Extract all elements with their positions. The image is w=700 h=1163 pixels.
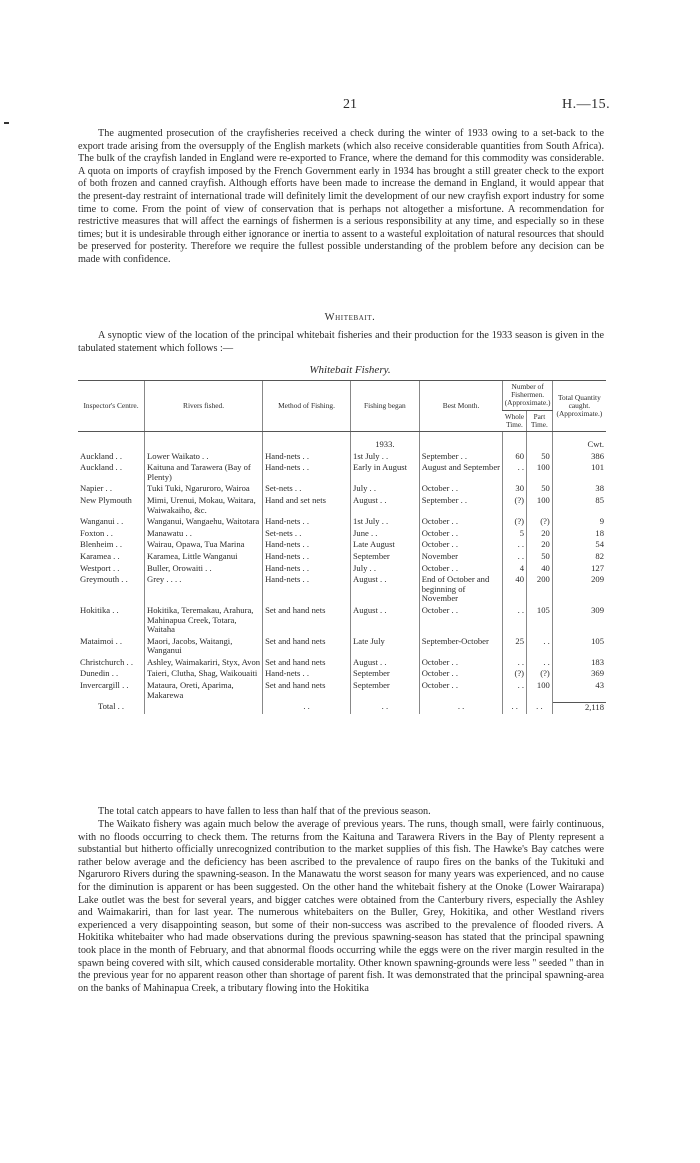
cell-part: (?) (527, 669, 553, 681)
cell-centre: Wanganui . . (80, 516, 124, 527)
cell-rivers: Wairau, Opawa, Tua Marina (145, 540, 263, 552)
cell-began: August . . (351, 606, 420, 637)
whitebait-table (78, 380, 606, 714)
cell-rivers: Karamea, Little Wanganui (145, 552, 263, 564)
cell-best: End of October and beginning of November (419, 575, 503, 606)
cell-best: October . . (419, 658, 503, 670)
year-label: 1933. (351, 440, 420, 452)
table-row (78, 552, 606, 564)
cell-qty: 127 (552, 564, 606, 576)
cell-best: August and September (419, 463, 503, 484)
cell-qty: 209 (552, 575, 606, 606)
cell-whole: . . (503, 540, 527, 552)
cell-centre: Greymouth . . (80, 574, 128, 585)
cell-centre: Mataimoi . . (80, 635, 123, 646)
cell-began: September (351, 552, 420, 564)
section-heading: Whitebait. (324, 312, 376, 323)
cell-part: 100 (527, 463, 553, 484)
cell-centre: Invercargill . . (80, 680, 129, 691)
cell-method: Hand-nets . . (263, 517, 351, 529)
cell-whole: 5 (503, 529, 527, 541)
page-number: 21 (343, 97, 357, 112)
unit-label: Cwt. (552, 440, 606, 452)
table-row (78, 575, 606, 606)
cell-method: Hand-nets . . (263, 669, 351, 681)
cell-method: Hand-nets . . (263, 552, 351, 564)
cell-qty: 82 (552, 552, 606, 564)
cell-rivers: Maori, Jacobs, Waitangi, Wanganui (145, 637, 263, 658)
cell-whole: (?) (503, 517, 527, 529)
cell-whole: 25 (503, 637, 527, 658)
total-empty-cell (145, 702, 263, 714)
cell-part: 50 (527, 552, 553, 564)
cell-rivers: Buller, Orowaiti . . (145, 564, 263, 576)
total-label: Total . . (97, 701, 125, 712)
cell-qty: 309 (552, 606, 606, 637)
cell-best: October . . (419, 564, 503, 576)
cell-part: 50 (527, 452, 553, 464)
cell-began: September (351, 669, 420, 681)
cell-whole: . . (503, 658, 527, 670)
cell-whole: 4 (503, 564, 527, 576)
table-row (78, 606, 606, 637)
cell-best: November (419, 552, 503, 564)
cell-rivers: Tuki Tuki, Ngaruroro, Wairoa (145, 484, 263, 496)
cell-method: Set and hand nets (263, 637, 351, 658)
cell-whole: . . (503, 463, 527, 484)
total-dots-best: . . (419, 702, 503, 714)
document-reference: H.—15. (562, 97, 611, 112)
cell-best: October . . (419, 681, 503, 702)
cell-centre: Auckland . . (80, 450, 123, 461)
cell-rivers: Hokitika, Teremakau, Arahura, Mahinapua Creek, Totara, Waitaha (145, 606, 263, 637)
cell-rivers: Manawatu . . (145, 529, 263, 541)
cell-began: June . . (351, 529, 420, 541)
table-row (78, 637, 606, 658)
cell-centre: Christchurch . . (80, 656, 133, 667)
cell-began: September (351, 681, 420, 702)
header-rivers: Rivers fished. (145, 381, 263, 432)
header-began: Fishing began (351, 381, 420, 432)
cell-whole: . . (503, 552, 527, 564)
cell-rivers: Taieri, Clutha, Shag, Waikouaiti (145, 669, 263, 681)
cell-best: September-October (419, 637, 503, 658)
cell-part: 40 (527, 564, 553, 576)
table-row (78, 463, 606, 484)
cell-qty: 9 (552, 517, 606, 529)
total-dots-began: . . (351, 702, 420, 714)
cell-began: August . . (351, 496, 420, 517)
cell-part: . . (527, 637, 553, 658)
cell-qty: 105 (552, 637, 606, 658)
cell-centre: New Plymouth (80, 494, 132, 505)
header-whole: Whole Time. (503, 410, 527, 431)
cell-centre: Blenheim . . (80, 539, 123, 550)
intro-paragraph: The augmented prosecution of the crayfisheries received a check during the winter of 1933 owing to a set-back to the export trade arising from the oversupply of the English markets (which also receive considerable quantities from South Africa). The bulk of the crayfish landed in England were re-exported to France, where the demand for this commodity was considerable. A quota on imports of crayfish imposed by the French Government early in 1934 has brought a still greater check to the export of both frozen and canned crayfish. Although efforts have been made to increase the demand in England, it would appear that the present-day restraint of international trade will definitely limit the development of our new crayfish export industry for some time to come. From the point of view of conservation that is perhaps not altogether a misfortune. A recommendation for restrictive measures that will affect the earnings of fishermen is a serious responsibility at any time, and especially so in these times; but it is undesirable through either ignorance or inertia to assent to a wasteful exploitation of natural resources that should be preserved for posterity. Therefore we require the fullest possible understanding of the problem before any decision can be made with confidence. (78, 128, 604, 265)
cell-qty: 386 (552, 452, 606, 464)
total-quantity: 2,118 (552, 702, 606, 714)
cell-began: Early in August (351, 463, 420, 484)
table-total-row (78, 702, 606, 714)
cell-best: October . . (419, 606, 503, 637)
cell-method: Hand-nets . . (263, 540, 351, 552)
header-centre: Inspector's Centre. (78, 381, 145, 432)
closing-paragraph-2: The Waikato fishery was again much below the average of previous years. The runs, though small, were fairly continuous, with no floods occurring to check them. The returns from the Kaituna and Tarawera Rivers in the Bay of Plenty represent a substantial but hitherto officially unrecognized contribution to the market supplies of this fish. The Hawke's Bay catches were rather below average and the deficiency has been ascribed to the prevalence of raupo fires on the banks of the Tukituki and Ngaruroro Rivers during the spawning-season. In the Manawatu the worst season for many years was experienced, and no cause for the diminution is apparent or has been suggested. On the other hand the whitebait fishery at the Onoke (Lower Wairarapa) Lake outlet was the best for several years, and bigger catches were obtained from the Canterbury rivers, especially the Ashley and Waimakariri, than for last year. The numerous whitebaiters on the Buller, Grey, Hokitika, and other Westland rivers experienced a very disappointing season, but some of their non-success was ascribed to the prevalence of flooded rivers. A Hokitika whitebaiter who had made observations during the previous spawning-season has stated that the principal spawning took place in the month of February, and that abnormal floods occurring while the eggs were on the river margin resulted in the spawn being covered with silt, which caused considerable mortality. Other known spawning-grounds were less " seeded " than in the previous year for no apparent reason other than shortage of parent fish. It was demonstrated that the principal spawning-area on the banks of Mahinapua Creek, a tributary flowing into the Hokitika (78, 819, 604, 994)
cell-rivers: Lower Waikato . . (145, 452, 263, 464)
section-intro: A synoptic view of the location of the principal whitebait fisheries and their production for the 1933 season is given in the tabulated statement which follows :— (78, 330, 604, 354)
cell-best: October . . (419, 669, 503, 681)
cell-method: Hand and set nets (263, 496, 351, 517)
cell-best: October . . (419, 517, 503, 529)
cell-method: Hand-nets . . (263, 564, 351, 576)
cell-centre: Dunedin . . (80, 668, 119, 679)
cell-began: 1st July . . (351, 452, 420, 464)
cell-centre: Hokitika . . (80, 604, 119, 615)
cell-qty: 85 (552, 496, 606, 517)
cell-rivers: Grey . . . . (145, 575, 263, 606)
cell-rivers: Ashley, Waimakariri, Styx, Avon (145, 658, 263, 670)
cell-whole: 60 (503, 452, 527, 464)
cell-best: October . . (419, 540, 503, 552)
cell-centre: Westport . . (80, 562, 120, 573)
table-units-row (78, 440, 606, 452)
table-body (78, 432, 606, 715)
cell-part: 200 (527, 575, 553, 606)
cell-began: Late July (351, 637, 420, 658)
cell-best: October . . (419, 484, 503, 496)
cell-method: Set and hand nets (263, 658, 351, 670)
total-dots-method: . . (263, 702, 351, 714)
cell-best: October . . (419, 529, 503, 541)
cell-centre: Napier . . (80, 483, 112, 494)
cell-part: 100 (527, 496, 553, 517)
header-quantity: Total Quantity caught. (Approximate.) (552, 381, 606, 432)
cell-part: 100 (527, 681, 553, 702)
cell-began: 1st July . . (351, 517, 420, 529)
cell-method: Set-nets . . (263, 529, 351, 541)
cell-began: July . . (351, 564, 420, 576)
cell-rivers: Kaituna and Tarawera (Bay of Plenty) (145, 463, 263, 484)
cell-rivers: Mataura, Oreti, Aparima, Makarewa (145, 681, 263, 702)
cell-whole: . . (503, 681, 527, 702)
cell-qty: 18 (552, 529, 606, 541)
cell-centre: Karamea . . (80, 550, 120, 561)
cell-qty: 183 (552, 658, 606, 670)
cell-whole: 40 (503, 575, 527, 606)
header-fishermen: Number of Fishermen. (Approximate.) (503, 381, 552, 411)
header-part: Part Time. (527, 410, 553, 431)
cell-part: . . (527, 658, 553, 670)
table-title: Whitebait Fishery. (309, 364, 391, 376)
total-dots-part: . . (527, 702, 553, 714)
cell-began: August . . (351, 575, 420, 606)
cell-method: Set-nets . . (263, 484, 351, 496)
table-row (78, 496, 606, 517)
margin-mark (4, 122, 9, 124)
cell-whole: (?) (503, 669, 527, 681)
table-row (78, 681, 606, 702)
cell-began: Late August (351, 540, 420, 552)
header-method: Method of Fishing. (263, 381, 351, 432)
cell-whole: . . (503, 606, 527, 637)
cell-best: September . . (419, 496, 503, 517)
cell-method: Set and hand nets (263, 606, 351, 637)
cell-qty: 43 (552, 681, 606, 702)
cell-whole: 30 (503, 484, 527, 496)
cell-part: 50 (527, 484, 553, 496)
cell-method: Hand-nets . . (263, 575, 351, 606)
cell-best: September . . (419, 452, 503, 464)
cell-part: 20 (527, 529, 553, 541)
cell-method: Hand-nets . . (263, 452, 351, 464)
cell-qty: 369 (552, 669, 606, 681)
closing-paragraph-1: The total catch appears to have fallen to less than half that of the previous season. (98, 806, 431, 817)
cell-qty: 38 (552, 484, 606, 496)
cell-qty: 54 (552, 540, 606, 552)
cell-part: 105 (527, 606, 553, 637)
cell-began: July . . (351, 484, 420, 496)
total-dots-whole: . . (503, 702, 527, 714)
header-best: Best Month. (419, 381, 503, 432)
cell-centre: Auckland . . (80, 462, 123, 473)
cell-part: (?) (527, 517, 553, 529)
cell-qty: 101 (552, 463, 606, 484)
cell-method: Set and hand nets (263, 681, 351, 702)
cell-part: 20 (527, 540, 553, 552)
cell-rivers: Wanganui, Wangaehu, Waitotara (145, 517, 263, 529)
cell-whole: (?) (503, 496, 527, 517)
cell-method: Hand-nets . . (263, 463, 351, 484)
cell-rivers: Mimi, Urenui, Mokau, Waitara, Waiwakaiho, &c. (145, 496, 263, 517)
cell-centre: Foxton . . (80, 527, 113, 538)
cell-began: August . . (351, 658, 420, 670)
